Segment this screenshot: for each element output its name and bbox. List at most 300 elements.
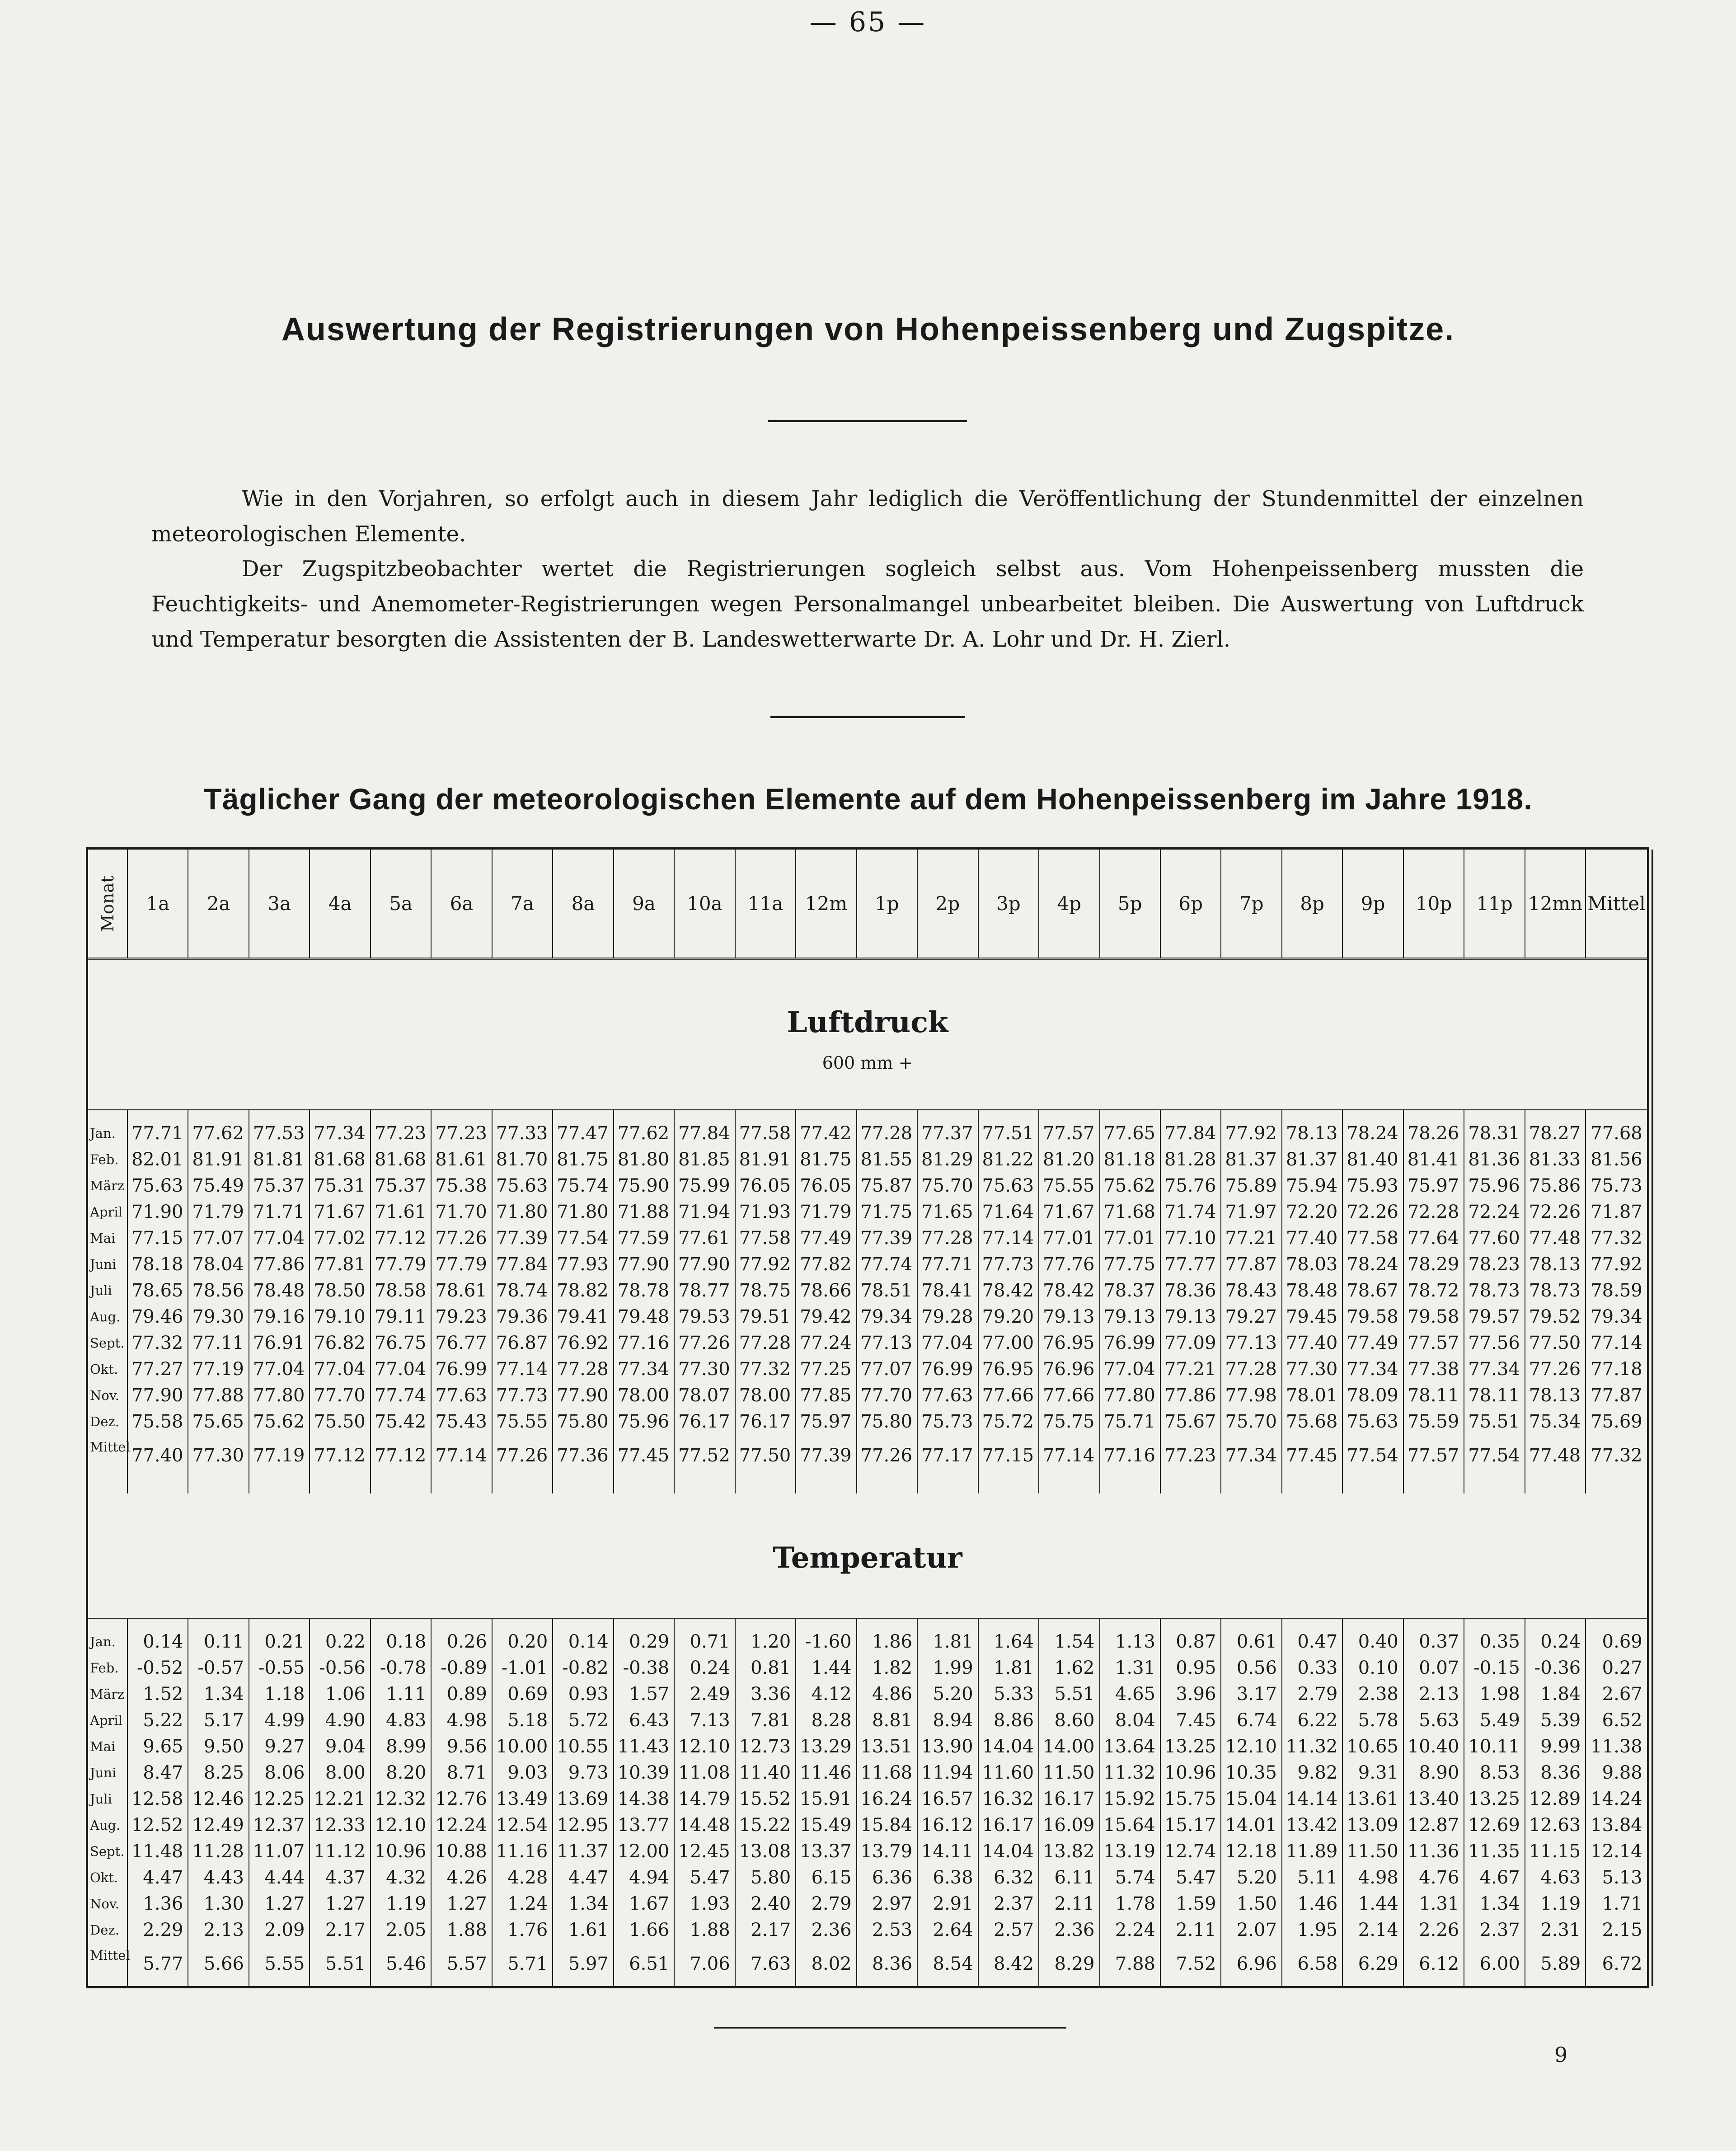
temperatur-value-cell: 1.78	[1115, 1893, 1155, 1914]
luftdruck-value-cell: 77.26	[860, 1445, 913, 1466]
temperatur-value-cell: 4.43	[203, 1867, 244, 1888]
temperatur-value-cell: 6.12	[1419, 1954, 1459, 1974]
luftdruck-value-cell: 78.43	[1225, 1280, 1277, 1301]
luftdruck-value-cell: 77.14	[982, 1228, 1034, 1249]
temperatur-value-cell: 1.44	[811, 1658, 852, 1678]
luftdruck-value-cell: 78.51	[860, 1280, 913, 1301]
hour-column-header: 6p	[1161, 850, 1221, 958]
temperatur-value-cell: 8.36	[872, 1954, 913, 1974]
temperatur-value-cell: 0.14	[568, 1631, 609, 1652]
luftdruck-value-cell: 75.63	[982, 1175, 1034, 1196]
temperatur-value-cell: 9.99	[1540, 1736, 1581, 1757]
temperatur-value-cell: 12.52	[131, 1815, 183, 1836]
luftdruck-value-cell: 77.54	[1468, 1445, 1520, 1466]
hour-column-header: 9p	[1343, 850, 1403, 958]
month-label: Juni	[90, 1257, 117, 1272]
luftdruck-value-cell: 75.68	[1286, 1411, 1338, 1432]
luftdruck-table-body	[88, 1109, 1647, 1493]
luftdruck-value-cell: 77.34	[1225, 1445, 1277, 1466]
luftdruck-value-cell: 75.99	[678, 1175, 730, 1196]
luftdruck-value-cell: 77.40	[1286, 1333, 1338, 1353]
luftdruck-value-cell: 76.91	[253, 1333, 305, 1353]
temperatur-value-cell: 8.20	[386, 1762, 427, 1783]
luftdruck-value-cell: 77.34	[1347, 1359, 1398, 1380]
temperatur-value-cell: 10.00	[496, 1736, 548, 1757]
temperatur-value-cell: 9.82	[1297, 1762, 1338, 1783]
temperatur-value-cell: 11.50	[1042, 1762, 1095, 1783]
temperatur-value-cell: 5.22	[143, 1710, 183, 1731]
luftdruck-value-cell: 78.13	[1529, 1385, 1581, 1406]
temperatur-value-cell: 2.97	[872, 1893, 913, 1914]
luftdruck-value-cell: 75.31	[314, 1175, 366, 1196]
temperatur-hour-column	[553, 1619, 614, 1988]
temperatur-value-cell: 8.71	[446, 1762, 487, 1783]
temperatur-value-cell: 8.54	[933, 1954, 973, 1974]
temperatur-value-cell: 1.98	[1479, 1684, 1520, 1705]
temperatur-hour-column	[128, 1619, 188, 1988]
temperatur-value-cell: 3.96	[1176, 1684, 1216, 1705]
temperatur-value-cell: 1.62	[1054, 1658, 1095, 1678]
temperatur-value-cell: 0.47	[1297, 1631, 1338, 1652]
month-label: Mittel	[90, 1948, 130, 1963]
luftdruck-value-cell: 77.88	[192, 1385, 244, 1406]
temperatur-value-cell: 5.20	[933, 1684, 973, 1705]
temperatur-value-cell: 7.52	[1176, 1954, 1216, 1974]
luftdruck-value-cell: 81.70	[496, 1149, 548, 1170]
hourly-data-table	[86, 847, 1649, 1988]
luftdruck-value-cell: 77.90	[617, 1254, 670, 1275]
temperatur-value-cell: 11.60	[982, 1762, 1034, 1783]
column-header-row	[88, 850, 1647, 960]
luftdruck-value-cell: 81.75	[557, 1149, 609, 1170]
luftdruck-value-cell: 77.21	[1164, 1359, 1216, 1380]
temperatur-value-cell: 14.04	[982, 1841, 1034, 1862]
temperatur-hour-column	[918, 1619, 978, 1988]
luftdruck-value-cell: 71.71	[253, 1202, 305, 1222]
luftdruck-value-cell: 81.29	[921, 1149, 973, 1170]
temperatur-value-cell: 2.79	[1297, 1684, 1338, 1705]
temperatur-value-cell: 2.13	[203, 1920, 244, 1940]
temperatur-value-cell: 8.53	[1479, 1762, 1520, 1783]
luftdruck-value-cell: 78.48	[253, 1280, 305, 1301]
temperatur-value-cell: 5.18	[507, 1710, 548, 1731]
temperatur-value-cell: 1.18	[264, 1684, 305, 1705]
luftdruck-value-cell: 81.36	[1468, 1149, 1520, 1170]
luftdruck-value-cell: 77.62	[617, 1123, 670, 1144]
temperatur-value-cell: 9.73	[568, 1762, 609, 1783]
temperatur-value-cell: 5.49	[1479, 1710, 1520, 1731]
temperatur-value-cell: 10.39	[617, 1762, 670, 1783]
temperatur-value-cell: 1.19	[1540, 1893, 1581, 1914]
temperatur-value-cell: 4.37	[325, 1867, 366, 1888]
luftdruck-value-cell: 75.59	[1407, 1411, 1459, 1432]
temperatur-value-cell: 0.69	[1602, 1631, 1642, 1652]
luftdruck-value-cell: 78.41	[921, 1280, 973, 1301]
luftdruck-value-cell: 81.37	[1286, 1149, 1338, 1170]
title-divider	[768, 420, 967, 422]
luftdruck-value-cell: 71.79	[192, 1202, 244, 1222]
luftdruck-value-cell: 79.36	[496, 1306, 548, 1327]
temperatur-value-cell: 6.29	[1358, 1954, 1398, 1974]
luftdruck-value-cell: 77.32	[1591, 1228, 1642, 1249]
footer-page-number: 9	[1554, 2043, 1568, 2067]
luftdruck-value-cell: 77.92	[739, 1254, 791, 1275]
temperatur-value-cell: 6.38	[933, 1867, 973, 1888]
luftdruck-value-cell: 77.90	[678, 1254, 730, 1275]
temperatur-value-cell: 1.88	[446, 1920, 487, 1940]
month-label: Mittel	[90, 1439, 130, 1455]
temperatur-hour-column	[432, 1619, 492, 1988]
luftdruck-value-cell: 77.93	[557, 1254, 609, 1275]
temperatur-value-cell: 7.88	[1115, 1954, 1155, 1974]
luftdruck-value-cell: 77.30	[192, 1445, 244, 1466]
temperatur-value-cell: 14.79	[678, 1789, 730, 1809]
month-column	[88, 1619, 128, 1988]
luftdruck-value-cell: 77.64	[1407, 1228, 1459, 1249]
luftdruck-value-cell: 72.26	[1347, 1202, 1398, 1222]
luftdruck-value-cell: 77.82	[800, 1254, 852, 1275]
luftdruck-hour-column	[736, 1110, 796, 1493]
luftdruck-value-cell: 78.07	[678, 1385, 730, 1406]
temperatur-value-cell: 0.69	[507, 1684, 548, 1705]
temperatur-value-cell: 0.22	[325, 1631, 366, 1652]
month-label: Feb.	[90, 1660, 119, 1676]
temperatur-value-cell: 10.88	[435, 1841, 487, 1862]
luftdruck-value-cell: 79.27	[1225, 1306, 1277, 1327]
temperatur-value-cell: 5.51	[1054, 1684, 1095, 1705]
luftdruck-value-cell: 79.20	[982, 1306, 1034, 1327]
temperatur-hour-column	[1039, 1619, 1100, 1988]
temperatur-value-cell: 4.83	[386, 1710, 427, 1731]
luftdruck-value-cell: 78.61	[435, 1280, 487, 1301]
luftdruck-value-cell: 81.37	[1225, 1149, 1277, 1170]
luftdruck-value-cell: 77.50	[1529, 1333, 1581, 1353]
temperatur-value-cell: 4.28	[507, 1867, 548, 1888]
temperatur-table-body	[88, 1618, 1647, 1988]
luftdruck-value-cell: 81.33	[1529, 1149, 1581, 1170]
luftdruck-value-cell: 77.80	[1103, 1385, 1155, 1406]
luftdruck-value-cell: 75.37	[253, 1175, 305, 1196]
hour-column-header: 2p	[918, 850, 978, 958]
temperatur-value-cell: 1.66	[629, 1920, 670, 1940]
temperatur-value-cell: -0.57	[197, 1658, 244, 1678]
hour-column-header: 3p	[979, 850, 1039, 958]
hour-column-header: 8a	[553, 850, 614, 958]
temperatur-hour-column	[675, 1619, 735, 1988]
temperatur-value-cell: 8.25	[203, 1762, 244, 1783]
hour-column-header: 12mn	[1525, 850, 1586, 958]
luftdruck-value-cell: 77.13	[1225, 1333, 1277, 1353]
luftdruck-value-cell: 78.26	[1407, 1123, 1459, 1144]
luftdruck-value-cell: 75.37	[374, 1175, 427, 1196]
luftdruck-value-cell: 75.96	[1468, 1175, 1520, 1196]
temperatur-value-cell: 1.34	[1479, 1893, 1520, 1914]
temperatur-value-cell: 8.04	[1115, 1710, 1155, 1731]
luftdruck-value-cell: 75.96	[617, 1411, 670, 1432]
luftdruck-value-cell: 76.77	[435, 1333, 487, 1353]
temperatur-value-cell: 12.24	[435, 1815, 487, 1836]
luftdruck-value-cell: 77.57	[1407, 1333, 1459, 1353]
temperatur-value-cell: 2.05	[386, 1920, 427, 1940]
luftdruck-value-cell: 71.88	[617, 1202, 670, 1222]
hour-column-header: 9a	[614, 850, 675, 958]
temperatur-value-cell: 11.15	[1529, 1841, 1581, 1862]
luftdruck-value-cell: 75.43	[435, 1411, 487, 1432]
temperatur-value-cell: 13.64	[1103, 1736, 1155, 1757]
temperatur-value-cell: 16.09	[1042, 1815, 1095, 1836]
temperatur-value-cell: 10.96	[1164, 1762, 1216, 1783]
luftdruck-hour-column	[188, 1110, 249, 1493]
luftdruck-value-cell: 75.58	[131, 1411, 183, 1432]
luftdruck-value-cell: 79.53	[678, 1306, 730, 1327]
temperatur-value-cell: 0.93	[568, 1684, 609, 1705]
temperatur-value-cell: -0.52	[136, 1658, 183, 1678]
temperatur-hour-column	[796, 1619, 857, 1988]
luftdruck-value-cell: 77.57	[1407, 1445, 1459, 1466]
luftdruck-value-cell: 76.75	[374, 1333, 427, 1353]
luftdruck-value-cell: 77.58	[1347, 1228, 1398, 1249]
temperatur-value-cell: 13.09	[1347, 1815, 1398, 1836]
luftdruck-value-cell: 77.04	[253, 1359, 305, 1380]
luftdruck-value-cell: 77.16	[617, 1333, 670, 1353]
temperatur-value-cell: 12.49	[192, 1815, 244, 1836]
temperatur-value-cell: 4.63	[1540, 1867, 1581, 1888]
temperatur-value-cell: 0.89	[446, 1684, 487, 1705]
luftdruck-value-cell: 77.26	[1529, 1359, 1581, 1380]
temperatur-value-cell: 12.95	[557, 1815, 609, 1836]
luftdruck-value-cell: 77.66	[1042, 1385, 1095, 1406]
luftdruck-value-cell: 77.26	[435, 1228, 487, 1249]
temperatur-value-cell: 6.51	[629, 1954, 670, 1974]
luftdruck-value-cell: 72.28	[1407, 1202, 1459, 1222]
temperatur-value-cell: 11.08	[678, 1762, 730, 1783]
luftdruck-value-cell: 71.75	[860, 1202, 913, 1222]
luftdruck-value-cell: 77.34	[1468, 1359, 1520, 1380]
luftdruck-value-cell: 81.61	[435, 1149, 487, 1170]
temperatur-value-cell: 7.06	[690, 1954, 730, 1974]
temperatur-value-cell: 16.17	[982, 1815, 1034, 1836]
temperatur-value-cell: 4.94	[629, 1867, 670, 1888]
temperatur-value-cell: 12.33	[314, 1815, 366, 1836]
temperatur-value-cell: 6.15	[811, 1867, 852, 1888]
month-label: März	[90, 1686, 125, 1702]
luftdruck-value-cell: 79.58	[1347, 1306, 1398, 1327]
luftdruck-value-cell: 71.74	[1164, 1202, 1216, 1222]
temperatur-value-cell: 6.11	[1054, 1867, 1095, 1888]
hour-column-header: 8p	[1282, 850, 1343, 958]
temperatur-value-cell: 8.99	[386, 1736, 427, 1757]
footer-divider	[714, 2027, 1066, 2029]
luftdruck-value-cell: 77.54	[1347, 1445, 1398, 1466]
temperatur-value-cell: 1.99	[933, 1658, 973, 1678]
temperatur-value-cell: 1.57	[629, 1684, 670, 1705]
temperatur-value-cell: 5.11	[1297, 1867, 1338, 1888]
luftdruck-value-cell: 79.13	[1042, 1306, 1095, 1327]
temperatur-value-cell: 8.06	[264, 1762, 305, 1783]
luftdruck-value-cell: 77.19	[253, 1445, 305, 1466]
luftdruck-value-cell: 77.11	[192, 1333, 244, 1353]
luftdruck-value-cell: 77.28	[739, 1333, 791, 1353]
luftdruck-value-cell: 78.24	[1347, 1254, 1398, 1275]
temperatur-value-cell: 2.67	[1602, 1684, 1642, 1705]
luftdruck-section-title: Luftdruck	[787, 1005, 948, 1039]
month-label: Dez.	[90, 1922, 119, 1938]
hour-column-header: 4a	[310, 850, 371, 958]
temperatur-value-cell: 14.14	[1286, 1789, 1338, 1809]
temperatur-value-cell: 7.63	[751, 1954, 791, 1974]
temperatur-value-cell: 15.17	[1164, 1815, 1216, 1836]
luftdruck-value-cell: 77.40	[1286, 1228, 1338, 1249]
temperatur-value-cell: 15.75	[1164, 1789, 1216, 1809]
luftdruck-value-cell: 77.84	[678, 1123, 730, 1144]
luftdruck-value-cell: 79.34	[860, 1306, 913, 1327]
temperatur-value-cell: 1.93	[690, 1893, 730, 1914]
month-label: Okt.	[90, 1870, 118, 1885]
temperatur-value-cell: 0.71	[690, 1631, 730, 1652]
temperatur-value-cell: 13.29	[800, 1736, 852, 1757]
luftdruck-value-cell: 77.34	[617, 1359, 670, 1380]
temperatur-value-cell: 0.37	[1419, 1631, 1459, 1652]
luftdruck-value-cell: 77.58	[739, 1123, 791, 1144]
month-label: Aug.	[90, 1309, 121, 1324]
luftdruck-value-cell: 75.63	[496, 1175, 548, 1196]
luftdruck-value-cell: 79.57	[1468, 1306, 1520, 1327]
intro-paragraph-2: Der Zugspitzbeobachter wertet die Registrierungen sogleich selbst aus. Vom Hohenpeissenberg mussten die Feuchtigkeits- und Anemometer-Registrierungen wegen Personalmangel unbearbeitet bleiben. Die Auswertung von Luftdruck und Temperatur besorgten die Assistenten der B. Landeswetterwarte Dr. A. Lohr und Dr. H. Zierl.	[151, 556, 1584, 652]
luftdruck-value-cell: 77.39	[800, 1445, 852, 1466]
luftdruck-value-cell: 77.36	[557, 1445, 609, 1466]
temperatur-value-cell: 12.73	[739, 1736, 791, 1757]
temperatur-value-cell: 2.09	[264, 1920, 305, 1940]
luftdruck-value-cell: 77.54	[557, 1228, 609, 1249]
temperatur-value-cell: 15.64	[1103, 1815, 1155, 1836]
luftdruck-value-cell: 77.71	[131, 1123, 183, 1144]
luftdruck-value-cell: 77.23	[374, 1123, 427, 1144]
temperatur-value-cell: 0.95	[1176, 1658, 1216, 1678]
temperatur-value-cell: 11.37	[557, 1841, 609, 1862]
luftdruck-value-cell: 77.86	[253, 1254, 305, 1275]
luftdruck-value-cell: 78.75	[739, 1280, 791, 1301]
luftdruck-value-cell: 77.04	[253, 1228, 305, 1249]
hour-column-header: 1a	[128, 850, 188, 958]
temperatur-value-cell: 2.13	[1419, 1684, 1459, 1705]
temperatur-value-cell: 2.53	[872, 1920, 913, 1940]
luftdruck-value-cell: 78.01	[1286, 1385, 1338, 1406]
temperatur-value-cell: 13.82	[1042, 1841, 1095, 1862]
temperatur-value-cell: 5.39	[1540, 1710, 1581, 1731]
temperatur-value-cell: 12.46	[192, 1789, 244, 1809]
luftdruck-value-cell: 72.26	[1529, 1202, 1581, 1222]
temperatur-value-cell: 5.17	[203, 1710, 244, 1731]
luftdruck-value-cell: 77.23	[1164, 1445, 1216, 1466]
temperatur-value-cell: 5.51	[325, 1954, 366, 1974]
luftdruck-value-cell: 78.09	[1347, 1385, 1398, 1406]
temperatur-value-cell: 1.31	[1115, 1658, 1155, 1678]
temperatur-value-cell: -0.82	[562, 1658, 609, 1678]
temperatur-value-cell: 0.10	[1358, 1658, 1398, 1678]
temperatur-value-cell: 11.68	[860, 1762, 913, 1783]
luftdruck-value-cell: 71.80	[557, 1202, 609, 1222]
temperatur-value-cell: 2.17	[751, 1920, 791, 1940]
temperatur-value-cell: -0.89	[441, 1658, 487, 1678]
temperatur-value-cell: 2.40	[751, 1893, 791, 1914]
luftdruck-value-cell: 71.64	[982, 1202, 1034, 1222]
temperatur-value-cell: 8.81	[872, 1710, 913, 1731]
luftdruck-value-cell: 71.79	[800, 1202, 852, 1222]
luftdruck-value-cell: 77.10	[1164, 1228, 1216, 1249]
luftdruck-value-cell: 77.84	[496, 1254, 548, 1275]
month-label: Nov.	[90, 1388, 119, 1403]
luftdruck-hour-column	[1100, 1110, 1161, 1493]
temperatur-value-cell: 16.12	[921, 1815, 973, 1836]
luftdruck-value-cell: 77.39	[496, 1228, 548, 1249]
luftdruck-value-cell: 81.81	[253, 1149, 305, 1170]
luftdruck-hour-column	[553, 1110, 614, 1493]
temperatur-hour-column	[736, 1619, 796, 1988]
luftdruck-value-cell: 77.04	[1103, 1359, 1155, 1380]
luftdruck-value-cell: 76.87	[496, 1333, 548, 1353]
luftdruck-value-cell: 77.30	[1286, 1359, 1338, 1380]
temperatur-value-cell: 2.57	[993, 1920, 1034, 1940]
temperatur-value-cell: 8.29	[1054, 1954, 1095, 1974]
temperatur-value-cell: 12.10	[374, 1815, 427, 1836]
luftdruck-value-cell: 79.46	[131, 1306, 183, 1327]
month-label: Juni	[90, 1765, 117, 1780]
temperatur-value-cell: 8.42	[993, 1954, 1034, 1974]
luftdruck-value-cell: 75.38	[435, 1175, 487, 1196]
temperatur-value-cell: 5.55	[264, 1954, 305, 1974]
luftdruck-value-cell: 79.51	[739, 1306, 791, 1327]
temperatur-value-cell: 1.34	[568, 1893, 609, 1914]
luftdruck-value-cell: 79.13	[1164, 1306, 1216, 1327]
temperatur-value-cell: 0.29	[629, 1631, 670, 1652]
luftdruck-value-cell: 78.73	[1468, 1280, 1520, 1301]
temperatur-value-cell: 3.36	[751, 1684, 791, 1705]
luftdruck-value-cell: 77.87	[1591, 1385, 1642, 1406]
luftdruck-value-cell: 79.52	[1529, 1306, 1581, 1327]
luftdruck-value-cell: 79.34	[1591, 1306, 1642, 1327]
luftdruck-value-cell: 78.48	[1286, 1280, 1338, 1301]
temperatur-value-cell: 2.26	[1419, 1920, 1459, 1940]
temperatur-value-cell: 1.27	[325, 1893, 366, 1914]
temperatur-value-cell: 11.89	[1286, 1841, 1338, 1862]
luftdruck-value-cell: 78.04	[192, 1254, 244, 1275]
temperatur-value-cell: 6.22	[1297, 1710, 1338, 1731]
luftdruck-value-cell: 76.99	[1103, 1333, 1155, 1353]
temperatur-value-cell: -0.38	[623, 1658, 670, 1678]
temperatur-hour-column	[1525, 1619, 1586, 1988]
temperatur-value-cell: 2.24	[1115, 1920, 1155, 1940]
temperatur-value-cell: 1.59	[1176, 1893, 1216, 1914]
luftdruck-value-cell: 79.11	[374, 1306, 427, 1327]
luftdruck-value-cell: 77.58	[739, 1228, 791, 1249]
temperatur-value-cell: 12.14	[1591, 1841, 1642, 1862]
temperatur-hour-column	[188, 1619, 249, 1988]
luftdruck-value-cell: 78.23	[1468, 1254, 1520, 1275]
luftdruck-value-cell: 77.25	[800, 1359, 852, 1380]
temperatur-value-cell: 10.40	[1407, 1736, 1459, 1757]
luftdruck-value-cell: 78.50	[314, 1280, 366, 1301]
temperatur-value-cell: 15.49	[800, 1815, 852, 1836]
temperatur-value-cell: -0.15	[1473, 1658, 1520, 1678]
temperatur-value-cell: -1.01	[501, 1658, 548, 1678]
temperatur-value-cell: 9.27	[264, 1736, 305, 1757]
luftdruck-value-cell: 78.00	[739, 1385, 791, 1406]
temperatur-hour-column	[1100, 1619, 1161, 1988]
temperatur-value-cell: 1.52	[143, 1684, 183, 1705]
temperatur-value-cell: 0.27	[1602, 1658, 1642, 1678]
temperatur-value-cell: 16.57	[921, 1789, 973, 1809]
luftdruck-hour-column	[493, 1110, 553, 1493]
